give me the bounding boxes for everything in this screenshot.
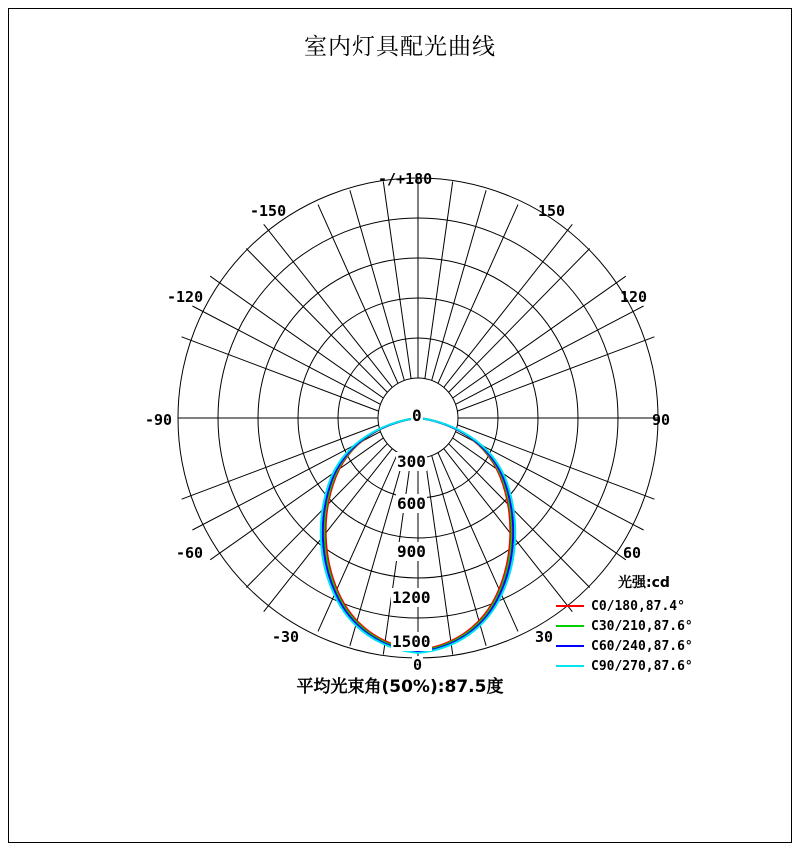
legend-item-c30[interactable] <box>556 616 776 636</box>
beam-angle-text: 平均光束角(50%):87.5度 <box>296 677 504 697</box>
page-title: 室内灯具配光曲线 <box>304 34 496 60</box>
legend-label-c60: C60/240,87.6° <box>591 638 693 654</box>
radial-label-600: 600 <box>397 494 426 513</box>
legend-item-c90[interactable] <box>556 656 776 676</box>
legend-swatch-c60 <box>556 645 584 647</box>
radial-label-300: 300 <box>397 452 426 471</box>
legend-swatch-c90 <box>556 665 584 667</box>
angle-label-120: 120 <box>620 288 648 306</box>
angle-label-90: 90 <box>652 411 671 429</box>
legend-item-c60[interactable] <box>556 636 776 656</box>
angle-label-neg120: -120 <box>167 288 204 306</box>
angle-label-30: 30 <box>535 628 554 646</box>
legend-item-c0[interactable] <box>556 596 776 616</box>
radial-label-1200: 1200 <box>392 588 431 607</box>
legend-swatch-c30 <box>556 625 584 627</box>
radial-label-0: 0 <box>412 406 422 425</box>
angle-label-neg60: -60 <box>176 544 204 562</box>
angle-label-180: -/+180 <box>378 170 433 188</box>
legend-label-c0: C0/180,87.4° <box>591 598 685 614</box>
radial-label-bottom-zero: 0 <box>413 656 423 674</box>
legend-swatch-c0 <box>556 605 584 607</box>
angle-label-neg150: -150 <box>250 202 287 220</box>
legend-title: 光强:cd <box>618 575 670 591</box>
angle-label-neg30: -30 <box>272 628 300 646</box>
legend-label-c90: C90/270,87.6° <box>591 658 693 674</box>
radial-label-900: 900 <box>397 542 426 561</box>
angle-label-neg90: -90 <box>145 411 173 429</box>
radial-label-1500: 1500 <box>392 632 431 651</box>
angle-label-150: 150 <box>538 202 566 220</box>
legend-label-c30: C30/210,87.6° <box>591 618 693 634</box>
angle-label-60: 60 <box>623 544 642 562</box>
legend <box>556 572 776 676</box>
